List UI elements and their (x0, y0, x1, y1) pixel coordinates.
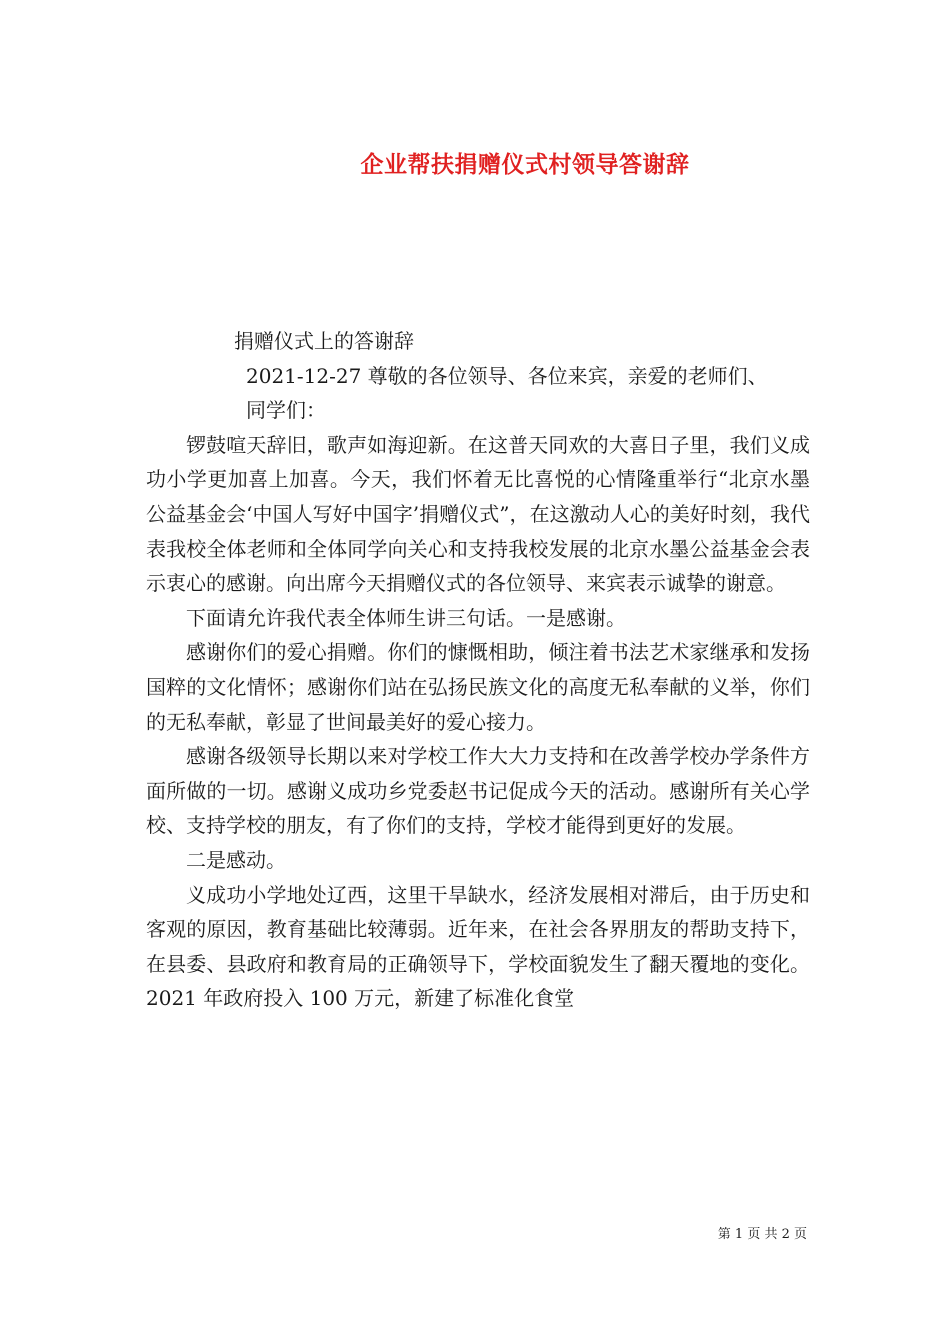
paragraph-second-point: 二是感动。 (186, 847, 286, 872)
page-number-footer: 第 1 页 共 2 页 (717, 1227, 807, 1242)
document-body (146, 324, 810, 1016)
paragraph-thanks-donation: 感谢你们的爱心捐赠。你们的慷慨相助，倾注着书法艺术家继承和发扬国粹的文化情怀；感谢你们站在弘扬民族文化的高度无私奉献的义举，你们的无私奉献，彰显了世间最美好的爱心接力。 (146, 640, 810, 734)
salutation-line: 2021-12-27 尊敬的各位领导、各位来宾，亲爱的老师们、 (246, 363, 768, 388)
paragraph-thanks-leaders: 感谢各级领导长期以来对学校工作大大力支持和在改善学校办学条件方面所做的一切。感谢义成功乡党委赵书记促成今天的活动。感谢所有关心学校、支持学校的朋友，有了你们的支持，学校才能得到更好的发展。 (146, 744, 810, 838)
paragraph-school-history: 义成功小学地处辽西，这里干旱缺水，经济发展相对滞后，由于历史和客观的原因，教育基础比较薄弱。近年来，在社会各界朋友的帮助支持下，在县委、县政府和教育局的正确领导下，学校面貌发生了翻天覆地的变化。2021 年政府投入 100 万元，新建了标准化食堂 (146, 882, 810, 1011)
subtitle-paragraph: 捐赠仪式上的答谢辞 (234, 329, 414, 353)
paragraph-three-points: 下面请允许我代表全体师生讲三句话。一是感谢。 (186, 605, 626, 630)
document-title: 企业帮扶捐赠仪式村领导答谢辞 (360, 151, 690, 179)
paragraph-opening: 锣鼓喧天辞旧，歌声如海迎新。在这普天同欢的大喜日子里，我们义成功小学更加喜上加喜。今天，我们怀着无比喜悦的心情隆重举行“北京水墨公益基金会‘中国人写好中国字’捐赠仪式”，在这激动人心的美好时刻，我代表我校全体老师和全体同学向关心和支持我校发展的北京水墨公益基金会表示衷心的感谢。向出席今天捐赠仪式的各位领导、来宾表示诚挚的谢意。 (146, 432, 810, 596)
salutation-continuation: 同学们： (246, 398, 326, 423)
